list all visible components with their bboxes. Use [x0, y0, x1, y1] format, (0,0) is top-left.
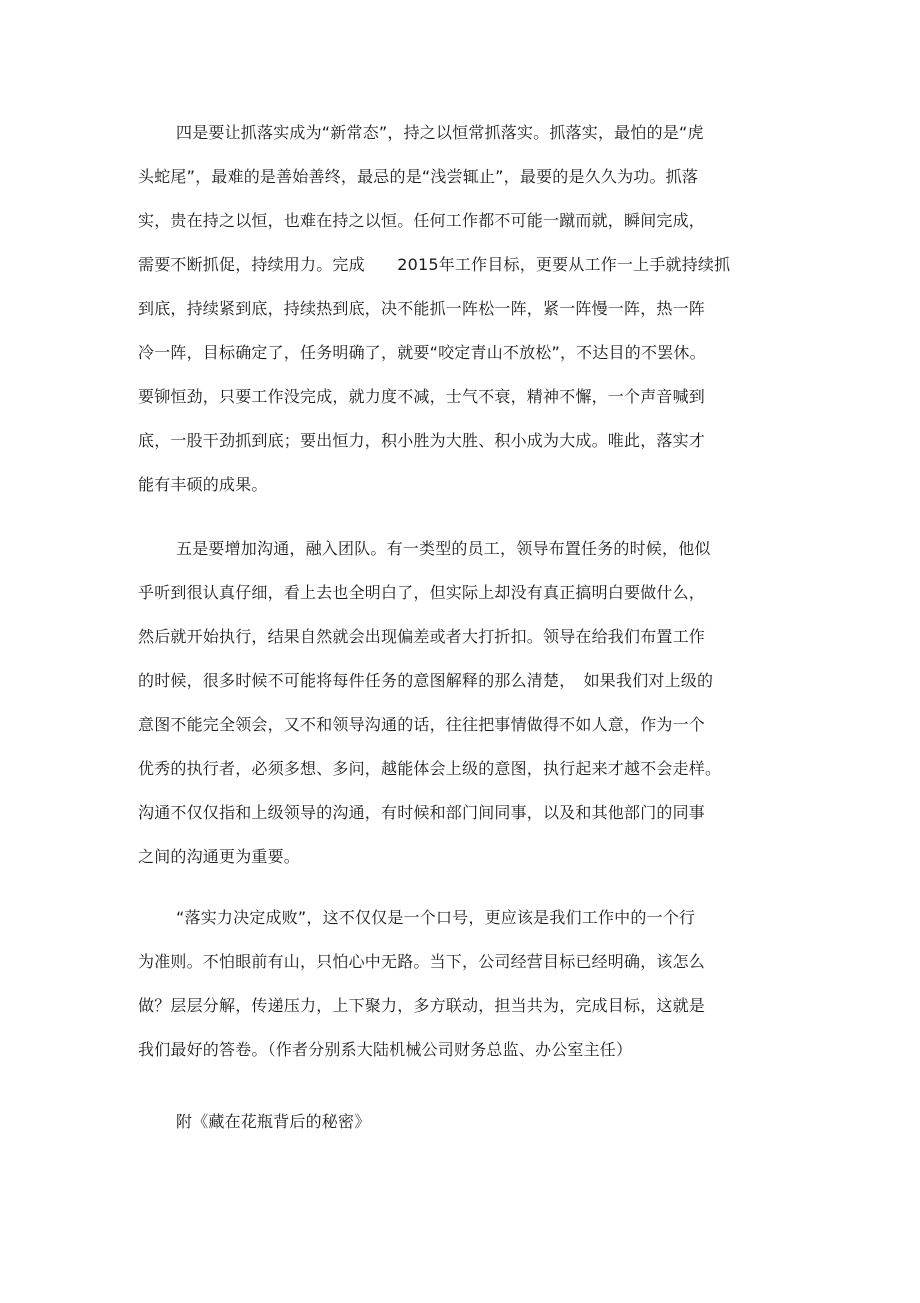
paragraph-line: 意图不能完全领会，又不和领导沟通的话，往往把事情做得不如人意，作为一个 — [138, 715, 706, 734]
paragraph-2 — [138, 527, 788, 879]
paragraph-line: 实，贵在持之以恒，也难在持之以恒。任何工作都不可能一蹴而就，瞬间完成， — [138, 211, 706, 230]
appendix-title: 附《藏在花瓶背后的秘密》 — [176, 1112, 371, 1131]
paragraph-line: 的时候，很多时候不可能将每件任务的意图解释的那么清楚， 如果我们对上级的 — [138, 671, 714, 690]
paragraph-line: 需要不断抓促，持续用力。完成 2015年工作目标，更要从工作一上手就持续抓 — [138, 255, 731, 274]
paragraph-line: 到底，持续紧到底，持续热到底，决不能抓一阵松一阵，紧一阵慢一阵，热一阵 — [138, 299, 706, 318]
paragraph-line: 然后就开始执行，结果自然就会出现偏差或者大打折扣。领导在给我们布置工作 — [138, 627, 706, 646]
paragraph-line: 之间的沟通更为重要。 — [138, 847, 301, 866]
paragraph-line: 沟通不仅仅指和上级领导的沟通，有时候和部门间同事，以及和其他部门的同事 — [138, 803, 706, 822]
paragraph-line: 能有丰硕的成果。 — [138, 475, 268, 494]
paragraph-1 — [138, 111, 788, 507]
paragraph-line: 乎听到很认真仔细，看上去也全明白了，但实际上却没有真正搞明白要做什么， — [138, 583, 706, 602]
appendix-reference — [138, 1100, 788, 1144]
paragraph-line: 头蛇尾”，最难的是善始善终，最忌的是“浅尝辄止”，最要的是久久为功。抓落 — [138, 167, 699, 186]
paragraph-line: 优秀的执行者，必须多想、多问，越能体会上级的意图，执行起来才越不会走样。 — [138, 759, 722, 778]
paragraph-line: 冷一阵，目标确定了，任务明确了，就要“咬定青山不放松”，不达目的不罢休。 — [138, 343, 706, 362]
paragraph-line: 要铆恒劲，只要工作没完成，就力度不减，士气不衰，精神不懈，一个声音喊到 — [138, 387, 706, 406]
paragraph-line: 做？层层分解，传递压力，上下聚力，多方联动，担当共为，完成目标，这就是 — [138, 996, 706, 1015]
paragraph-line: 四是要让抓落实成为“新常态”，持之以恒常抓落实。抓落实，最怕的是“虎 — [176, 123, 704, 142]
paragraph-line: “落实力决定成败”，这不仅仅是一个口号，更应该是我们工作中的一个行 — [176, 908, 696, 927]
paragraph-3 — [138, 896, 788, 1072]
paragraph-line: 为准则。不怕眼前有山，只怕心中无路。当下，公司经营目标已经明确，该怎么 — [138, 952, 706, 971]
paragraph-line: 五是要增加沟通，融入团队。有一类型的员工，领导布置任务的时候，他似 — [176, 539, 711, 558]
paragraph-line: 我们最好的答卷。（作者分别系大陆机械公司财务总监、办公室主任） — [138, 1040, 633, 1059]
paragraph-line: 底，一股干劲抓到底；要出恒力，积小胜为大胜、积小成为大成。唯此，落实才 — [138, 431, 706, 450]
